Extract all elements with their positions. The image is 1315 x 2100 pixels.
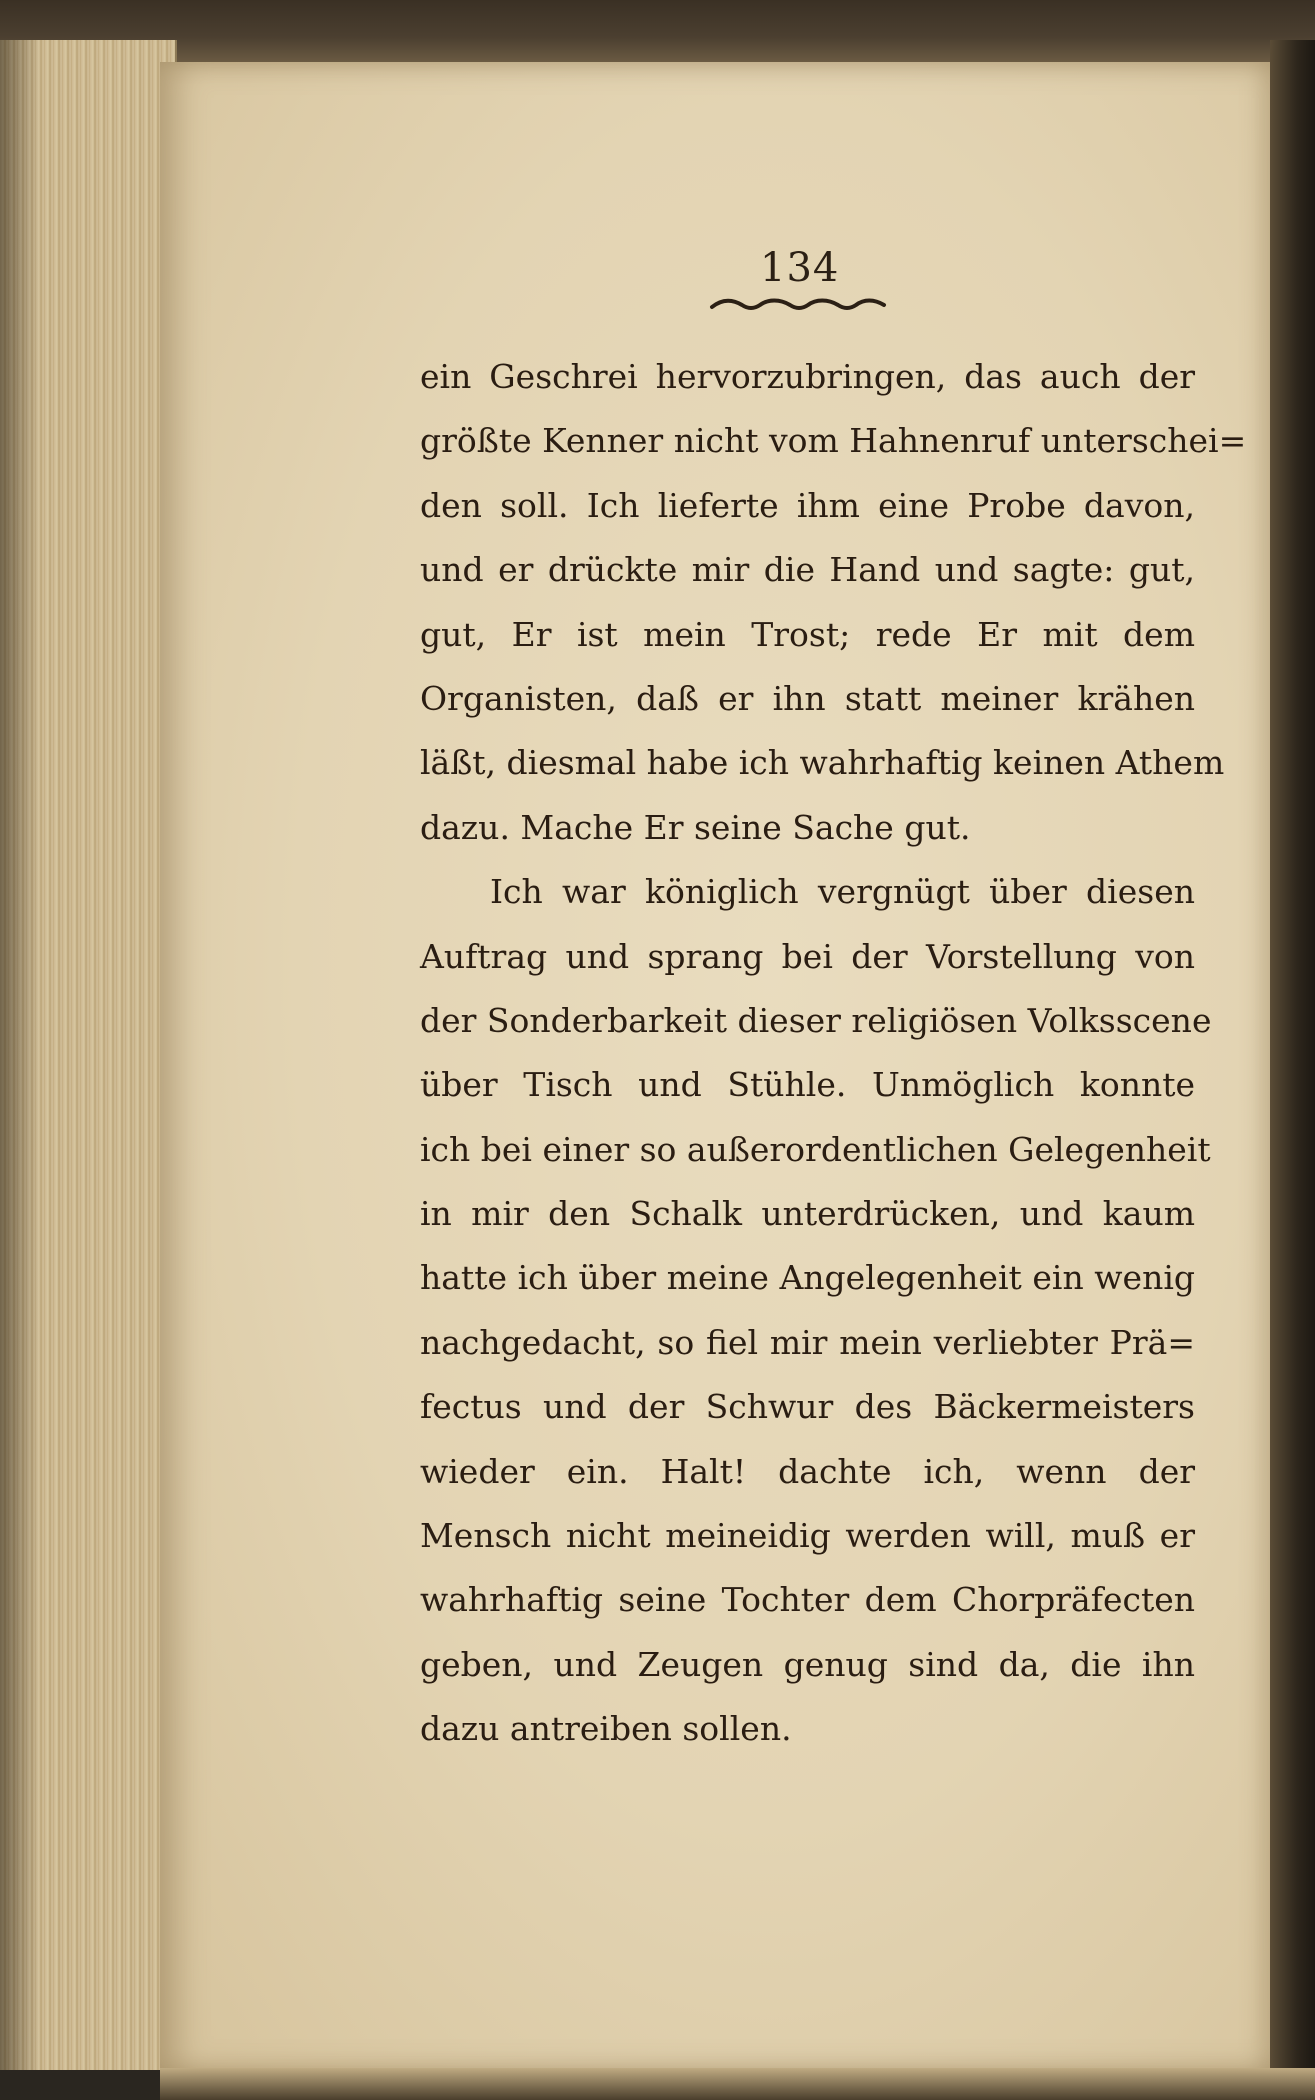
text-line: wahrhaftig seine Tochter dem Chorpräfecten <box>420 1580 1195 1620</box>
book-cover-edge <box>0 0 1315 62</box>
text-line: über Tisch und Stühle. Unmöglich konnte <box>420 1065 1195 1105</box>
text-line: Mensch nicht meineidig werden will, muß er <box>420 1516 1195 1556</box>
text-line: und er drückte mir die Hand und sagte: gut, <box>420 550 1195 590</box>
wavy-rule-ornament-icon <box>708 293 888 317</box>
page-stack-shadow <box>0 40 40 2070</box>
book-gutter-right <box>1270 40 1315 2100</box>
text-line: ich bei einer so außerordentlichen Gelegenheit <box>420 1129 1211 1169</box>
text-line: in mir den Schalk unterdrücken, und kaum <box>420 1194 1195 1234</box>
text-line: hatte ich über meine Angelegenheit ein wenig <box>420 1258 1195 1298</box>
body-text <box>420 345 1247 1762</box>
text-line: der Sonderbarkeit dieser religiösen Volksscene <box>420 1000 1212 1040</box>
text-line: fectus und der Schwur des Bäckermeisters <box>420 1387 1195 1427</box>
text-line: gut, Er ist mein Trost; rede Er mit dem <box>420 614 1195 654</box>
text-line: ein Geschrei hervorzubringen, das auch der <box>420 357 1195 396</box>
text-line: läßt, diesmal habe ich wahrhaftig keinen Athem <box>420 743 1225 783</box>
book-bottom-edge <box>160 2068 1315 2100</box>
page-number: 134 <box>760 245 840 291</box>
text-line: wieder ein. Halt! dachte ich, wenn der <box>420 1451 1195 1491</box>
text-line: Ich war königlich vergnügt über diesen <box>490 872 1195 912</box>
text-line: dazu. Mache Er seine Sache gut. <box>420 807 971 847</box>
text-line: Organisten, daß er ihn statt meiner krähen <box>420 678 1195 718</box>
text-line: den soll. Ich lieferte ihm eine Probe davon, <box>420 485 1195 525</box>
text-line: dazu antreiben sollen. <box>420 1709 792 1749</box>
text-line: nachgedacht, so fiel mir mein verliebter Prä= <box>420 1322 1195 1362</box>
text-line: geben, und Zeugen genug sind da, die ihn <box>420 1644 1195 1684</box>
text-line: größte Kenner nicht vom Hahnenruf unterschei= <box>420 421 1247 461</box>
text-line: Auftrag und sprang bei der Vorstellung von <box>420 936 1195 976</box>
